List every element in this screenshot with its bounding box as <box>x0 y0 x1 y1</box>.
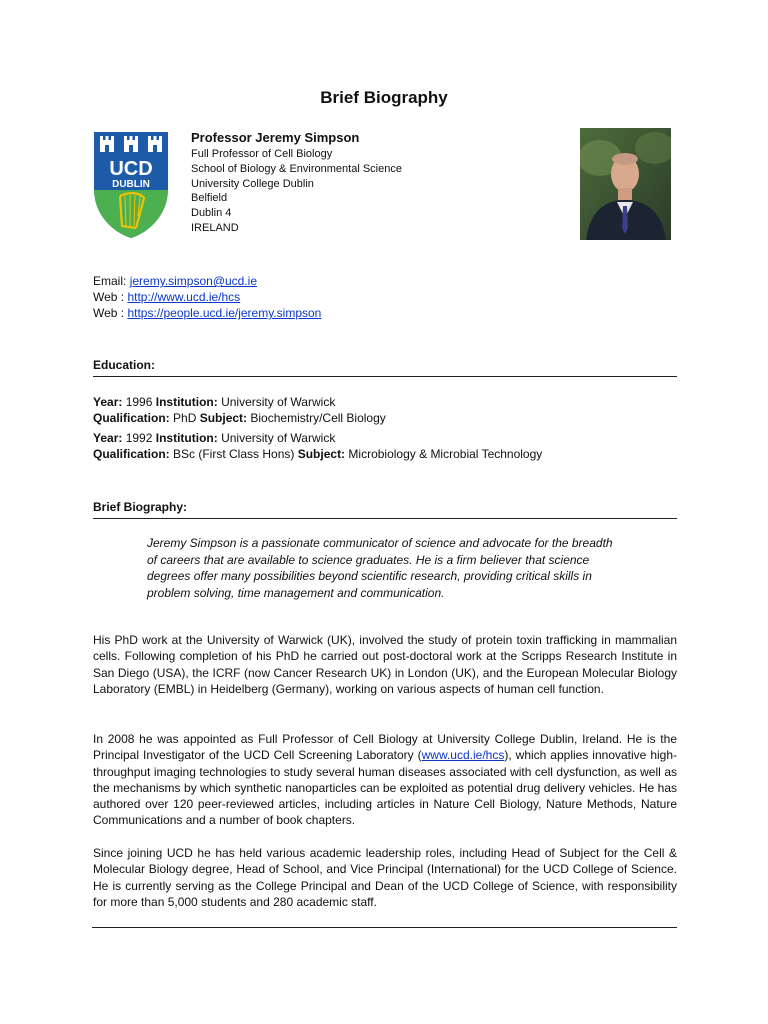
bottom-divider <box>92 927 677 928</box>
subject-value: Microbiology & Microbial Technology <box>348 447 543 461</box>
qualification-label: Qualification: <box>93 447 170 461</box>
qualification-label: Qualification: <box>93 411 170 425</box>
logo-line1: UCD <box>109 158 153 180</box>
education-entry <box>93 430 542 462</box>
address-line: School of Biology & Environmental Science <box>191 162 402 175</box>
subject-value: Biochemistry/Cell Biology <box>250 411 386 425</box>
person-block <box>191 130 551 236</box>
address-line: University College Dublin <box>191 177 314 190</box>
biography-heading: Brief Biography: <box>93 500 677 519</box>
biography-paragraph: Since joining UCD he has held various academic leadership roles, including Head of Subject for the Cell & Molecular Biology degree, Head of School, and Vice Principal (International) for the UCD College of Science. He is currently serving as the College Principal and Dean of the UCD College of Science, with responsibility for more than 5,000 students and 280 academic staff. <box>93 846 677 909</box>
biography-paragraph: His PhD work at the University of Warwick (UK), involved the study of protein toxin trafficking in mammalian cells. Following completion of his PhD he carried out post-doctoral work at the Scripps Research Institute in San Diego (USA), the ICRF (now Cancer Research UK) in London (UK), and the European Molecular Biology Laboratory (EMBL) in Heidelberg (Germany), working on various aspects of human cell function. <box>93 633 677 696</box>
education-entry <box>93 394 386 426</box>
qualification-value: PhD <box>173 411 197 425</box>
paragraph-text: In 2008 he was appointed as Full Professor of Cell Biology at University College Dublin, Ireland. He is the Principal Investigator of the UCD Cell Screening Laboratory ( <box>93 732 677 763</box>
paragraph-text: ), which applies innovative high-throughput imaging technologies to study several human diseases associated with cell dysfunction, as well as the mechanisms by which synthetic nanoparticles can be exploited as potential drug delivery vehicles. He has authored over 120 peer-reviewed articles, including articles in Nature Cell Biology, Nature Methods, Nature Communications and a number of book chapters. <box>93 748 678 828</box>
institution-value: University of Warwick <box>221 431 336 445</box>
subject-label: Subject: <box>297 447 346 461</box>
subject-label: Subject: <box>199 411 248 425</box>
year-value: 1996 <box>125 395 153 409</box>
address-line: IRELAND <box>191 221 239 234</box>
institution-label: Institution: <box>155 431 218 445</box>
hcs-inline-link[interactable]: www.ucd.ie/hcs <box>421 748 505 763</box>
ucd-logo <box>92 130 170 240</box>
education-heading: Education: <box>93 358 677 377</box>
address-line: Dublin 4 <box>191 207 232 220</box>
qualification-value: BSc (First Class Hons) <box>173 447 295 461</box>
address-line: Full Professor of Cell Biology <box>191 148 333 160</box>
institution-label: Institution: <box>155 395 218 409</box>
institution-value: University of Warwick <box>221 395 336 409</box>
biography-paragraph <box>93 731 677 829</box>
document-title: Brief Biography <box>320 88 448 107</box>
web-label: Web : <box>93 306 125 320</box>
person-name: Professor Jeremy Simpson <box>191 130 360 145</box>
year-value: 1992 <box>125 431 153 445</box>
portrait-photo <box>580 128 671 240</box>
web-link-profile[interactable]: https://people.ucd.ie/jeremy.simpson <box>127 306 322 320</box>
logo-line2: DUBLIN <box>112 179 150 190</box>
web-link-hcs[interactable]: http://www.ucd.ie/hcs <box>127 290 241 304</box>
contact-links <box>93 273 321 321</box>
biography-quote: Jeremy Simpson is a passionate communicator of science and advocate for the breadth of careers that are available to science graduates. He is a firm believer that science degrees offer many possibilities beyond scientific research, providing critical skills in problem solving, time management and communication. <box>147 536 613 600</box>
email-label: Email: <box>93 274 127 288</box>
email-link[interactable]: jeremy.simpson@ucd.ie <box>129 274 258 288</box>
year-label: Year: <box>93 395 123 409</box>
year-label: Year: <box>93 431 123 445</box>
address-line: Belfield <box>191 192 228 205</box>
web-label: Web : <box>93 290 125 304</box>
